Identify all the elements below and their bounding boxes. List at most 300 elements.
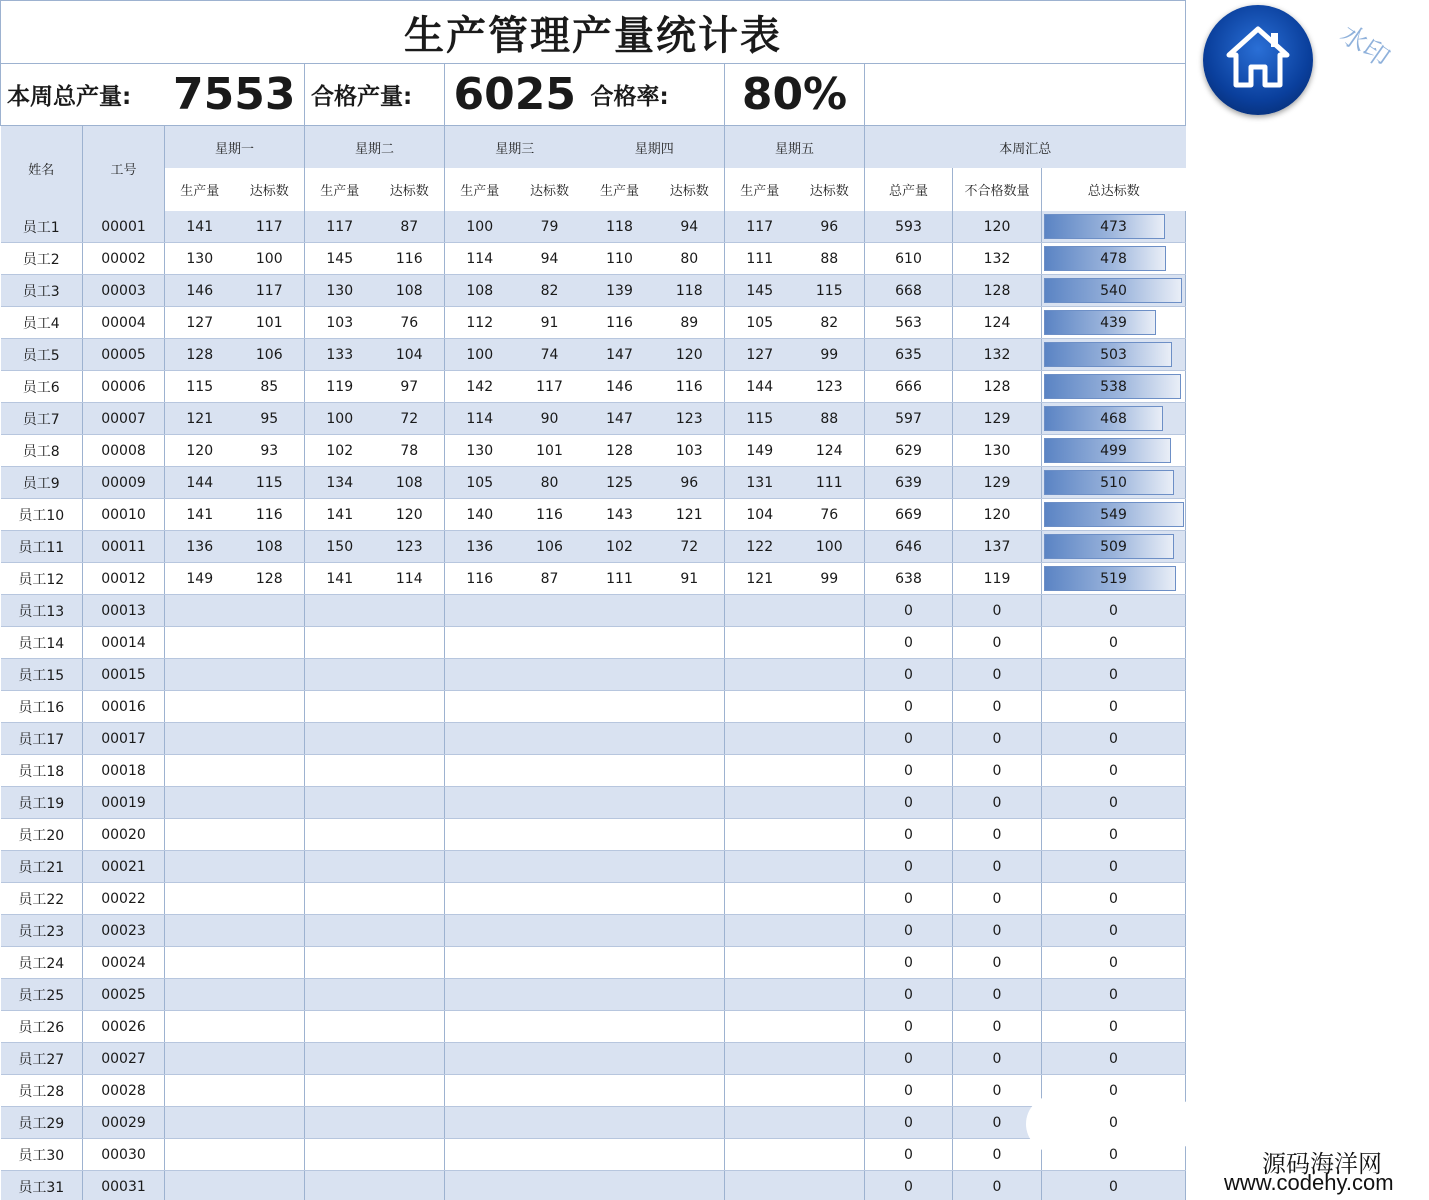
cell-production[interactable] (165, 883, 235, 915)
cell-production[interactable]: 149 (165, 563, 235, 595)
cell-production[interactable]: 122 (725, 531, 795, 563)
cell-unqualified[interactable]: 124 (953, 307, 1042, 339)
cell-qualified[interactable]: 104 (375, 339, 445, 371)
cell-name[interactable]: 员工22 (1, 883, 83, 915)
cell-qualified[interactable] (655, 723, 725, 755)
cell-production[interactable] (165, 851, 235, 883)
cell-total-qualified[interactable] (1042, 211, 1186, 243)
cell-production[interactable] (585, 595, 655, 627)
cell-qualified[interactable] (515, 819, 585, 851)
cell-qualified[interactable] (235, 1011, 305, 1043)
cell-id[interactable]: 00029 (83, 1107, 165, 1139)
cell-qualified[interactable] (515, 755, 585, 787)
cell-unqualified[interactable]: 0 (953, 979, 1042, 1011)
cell-name[interactable]: 员工26 (1, 1011, 83, 1043)
cell-name[interactable]: 员工1 (1, 211, 83, 243)
cell-production[interactable] (165, 691, 235, 723)
cell-production[interactable] (445, 883, 515, 915)
cell-qualified[interactable] (515, 947, 585, 979)
cell-qualified[interactable] (515, 1139, 585, 1171)
cell-production[interactable] (305, 915, 375, 947)
cell-qualified[interactable]: 95 (235, 403, 305, 435)
cell-unqualified[interactable]: 0 (953, 627, 1042, 659)
cell-production[interactable] (725, 691, 795, 723)
cell-total-qualified[interactable] (1042, 915, 1186, 947)
cell-id[interactable]: 00023 (83, 915, 165, 947)
cell-qualified[interactable] (375, 883, 445, 915)
cell-production[interactable] (585, 755, 655, 787)
cell-name[interactable]: 员工14 (1, 627, 83, 659)
cell-unqualified[interactable]: 137 (953, 531, 1042, 563)
cell-qualified[interactable] (375, 1171, 445, 1200)
cell-production[interactable] (725, 723, 795, 755)
cell-qualified[interactable] (515, 883, 585, 915)
cell-production[interactable]: 134 (305, 467, 375, 499)
cell-production[interactable]: 136 (165, 531, 235, 563)
cell-qualified[interactable] (515, 659, 585, 691)
cell-total-production[interactable]: 629 (865, 435, 953, 467)
cell-production[interactable] (585, 851, 655, 883)
cell-total-qualified[interactable] (1042, 531, 1186, 563)
cell-production[interactable] (305, 883, 375, 915)
cell-qualified[interactable] (235, 1043, 305, 1075)
cell-qualified[interactable] (655, 915, 725, 947)
cell-production[interactable]: 130 (445, 435, 515, 467)
cell-name[interactable]: 员工29 (1, 1107, 83, 1139)
cell-total-production[interactable]: 0 (865, 979, 953, 1011)
cell-id[interactable]: 00021 (83, 851, 165, 883)
cell-qualified[interactable]: 100 (235, 243, 305, 275)
cell-production[interactable] (585, 659, 655, 691)
cell-unqualified[interactable]: 0 (953, 851, 1042, 883)
cell-total-production[interactable]: 635 (865, 339, 953, 371)
cell-production[interactable] (585, 787, 655, 819)
cell-qualified[interactable]: 87 (515, 563, 585, 595)
cell-qualified[interactable] (795, 851, 865, 883)
cell-qualified[interactable] (795, 1011, 865, 1043)
cell-qualified[interactable]: 89 (655, 307, 725, 339)
cell-production[interactable] (445, 723, 515, 755)
cell-qualified[interactable] (235, 755, 305, 787)
cell-unqualified[interactable]: 0 (953, 1171, 1042, 1200)
cell-id[interactable]: 00028 (83, 1075, 165, 1107)
cell-production[interactable]: 100 (445, 211, 515, 243)
cell-production[interactable] (305, 979, 375, 1011)
cell-unqualified[interactable]: 0 (953, 819, 1042, 851)
cell-production[interactable] (725, 659, 795, 691)
cell-name[interactable]: 员工4 (1, 307, 83, 339)
cell-total-qualified[interactable] (1042, 403, 1186, 435)
cell-unqualified[interactable]: 129 (953, 467, 1042, 499)
cell-production[interactable]: 119 (305, 371, 375, 403)
cell-qualified[interactable] (235, 819, 305, 851)
cell-production[interactable] (165, 787, 235, 819)
cell-qualified[interactable]: 74 (515, 339, 585, 371)
cell-qualified[interactable] (235, 1075, 305, 1107)
cell-production[interactable] (165, 723, 235, 755)
cell-qualified[interactable] (795, 1043, 865, 1075)
cell-qualified[interactable]: 99 (795, 339, 865, 371)
cell-qualified[interactable] (655, 1075, 725, 1107)
cell-production[interactable] (725, 1043, 795, 1075)
cell-qualified[interactable] (515, 1011, 585, 1043)
cell-qualified[interactable]: 115 (795, 275, 865, 307)
cell-name[interactable]: 员工17 (1, 723, 83, 755)
cell-qualified[interactable] (375, 851, 445, 883)
cell-qualified[interactable] (655, 1107, 725, 1139)
cell-qualified[interactable] (515, 851, 585, 883)
cell-qualified[interactable]: 103 (655, 435, 725, 467)
cell-production[interactable] (165, 1011, 235, 1043)
cell-qualified[interactable] (655, 851, 725, 883)
cell-total-qualified[interactable] (1042, 1011, 1186, 1043)
cell-production[interactable] (305, 1075, 375, 1107)
cell-qualified[interactable]: 117 (235, 211, 305, 243)
cell-production[interactable]: 130 (165, 243, 235, 275)
cell-production[interactable] (445, 1107, 515, 1139)
cell-id[interactable]: 00011 (83, 531, 165, 563)
cell-production[interactable] (165, 755, 235, 787)
cell-production[interactable] (445, 819, 515, 851)
cell-production[interactable] (445, 947, 515, 979)
cell-qualified[interactable] (375, 1043, 445, 1075)
cell-production[interactable] (165, 915, 235, 947)
cell-qualified[interactable] (795, 595, 865, 627)
cell-id[interactable]: 00026 (83, 1011, 165, 1043)
cell-name[interactable]: 员工27 (1, 1043, 83, 1075)
cell-total-production[interactable]: 597 (865, 403, 953, 435)
cell-unqualified[interactable]: 0 (953, 691, 1042, 723)
cell-id[interactable]: 00007 (83, 403, 165, 435)
cell-total-production[interactable]: 646 (865, 531, 953, 563)
cell-qualified[interactable] (655, 1011, 725, 1043)
cell-name[interactable]: 员工9 (1, 467, 83, 499)
cell-production[interactable] (305, 595, 375, 627)
cell-production[interactable] (585, 819, 655, 851)
cell-production[interactable]: 121 (165, 403, 235, 435)
cell-unqualified[interactable]: 0 (953, 1107, 1042, 1139)
cell-production[interactable] (725, 915, 795, 947)
cell-unqualified[interactable]: 120 (953, 211, 1042, 243)
cell-qualified[interactable]: 116 (655, 371, 725, 403)
cell-production[interactable] (445, 595, 515, 627)
cell-qualified[interactable]: 121 (655, 499, 725, 531)
cell-name[interactable]: 员工19 (1, 787, 83, 819)
cell-production[interactable] (305, 1043, 375, 1075)
cell-qualified[interactable] (795, 947, 865, 979)
cell-qualified[interactable] (515, 979, 585, 1011)
cell-unqualified[interactable]: 0 (953, 1075, 1042, 1107)
cell-production[interactable] (305, 755, 375, 787)
cell-qualified[interactable] (795, 627, 865, 659)
cell-production[interactable] (725, 851, 795, 883)
cell-production[interactable]: 100 (305, 403, 375, 435)
cell-production[interactable] (305, 787, 375, 819)
cell-production[interactable] (165, 979, 235, 1011)
cell-unqualified[interactable]: 119 (953, 563, 1042, 595)
cell-production[interactable]: 111 (585, 563, 655, 595)
cell-production[interactable]: 141 (305, 499, 375, 531)
cell-total-production[interactable]: 0 (865, 1139, 953, 1171)
cell-total-production[interactable]: 0 (865, 1171, 953, 1200)
cell-production[interactable]: 105 (445, 467, 515, 499)
cell-production[interactable] (165, 1043, 235, 1075)
cell-total-qualified[interactable] (1042, 371, 1186, 403)
cell-qualified[interactable] (655, 595, 725, 627)
cell-unqualified[interactable]: 130 (953, 435, 1042, 467)
cell-id[interactable]: 00014 (83, 627, 165, 659)
cell-qualified[interactable] (235, 1107, 305, 1139)
cell-name[interactable]: 员工25 (1, 979, 83, 1011)
cell-production[interactable] (165, 947, 235, 979)
cell-production[interactable] (725, 1075, 795, 1107)
cell-unqualified[interactable]: 0 (953, 1139, 1042, 1171)
cell-unqualified[interactable]: 128 (953, 371, 1042, 403)
cell-qualified[interactable] (375, 1139, 445, 1171)
cell-production[interactable] (165, 1075, 235, 1107)
cell-production[interactable] (585, 723, 655, 755)
cell-unqualified[interactable]: 0 (953, 659, 1042, 691)
cell-qualified[interactable] (655, 883, 725, 915)
cell-name[interactable]: 员工6 (1, 371, 83, 403)
cell-qualified[interactable]: 108 (235, 531, 305, 563)
cell-qualified[interactable] (235, 915, 305, 947)
cell-total-production[interactable]: 0 (865, 595, 953, 627)
cell-qualified[interactable]: 88 (795, 403, 865, 435)
cell-total-production[interactable]: 668 (865, 275, 953, 307)
cell-production[interactable] (445, 755, 515, 787)
cell-qualified[interactable] (375, 1011, 445, 1043)
home-button[interactable] (1203, 5, 1313, 115)
cell-production[interactable]: 116 (585, 307, 655, 339)
cell-total-production[interactable]: 638 (865, 563, 953, 595)
cell-name[interactable]: 员工23 (1, 915, 83, 947)
cell-production[interactable] (445, 691, 515, 723)
cell-total-production[interactable]: 0 (865, 1011, 953, 1043)
cell-production[interactable] (305, 723, 375, 755)
cell-unqualified[interactable]: 0 (953, 947, 1042, 979)
cell-production[interactable]: 117 (725, 211, 795, 243)
cell-name[interactable]: 员工21 (1, 851, 83, 883)
cell-name[interactable]: 员工7 (1, 403, 83, 435)
cell-qualified[interactable]: 115 (235, 467, 305, 499)
cell-production[interactable] (445, 787, 515, 819)
cell-qualified[interactable] (235, 691, 305, 723)
cell-production[interactable]: 147 (585, 403, 655, 435)
cell-total-qualified[interactable] (1042, 627, 1186, 659)
cell-production[interactable] (585, 883, 655, 915)
cell-qualified[interactable]: 80 (515, 467, 585, 499)
cell-total-production[interactable]: 0 (865, 1075, 953, 1107)
cell-production[interactable] (585, 979, 655, 1011)
cell-production[interactable]: 111 (725, 243, 795, 275)
cell-production[interactable]: 146 (165, 275, 235, 307)
cell-production[interactable] (725, 1107, 795, 1139)
cell-id[interactable]: 00010 (83, 499, 165, 531)
cell-name[interactable]: 员工10 (1, 499, 83, 531)
cell-name[interactable]: 员工13 (1, 595, 83, 627)
cell-unqualified[interactable]: 132 (953, 243, 1042, 275)
cell-production[interactable]: 131 (725, 467, 795, 499)
cell-unqualified[interactable]: 0 (953, 1011, 1042, 1043)
cell-production[interactable] (585, 627, 655, 659)
cell-production[interactable] (445, 1139, 515, 1171)
cell-qualified[interactable]: 93 (235, 435, 305, 467)
cell-production[interactable]: 114 (445, 403, 515, 435)
cell-qualified[interactable] (235, 1171, 305, 1200)
cell-total-qualified[interactable] (1042, 499, 1186, 531)
cell-production[interactable]: 100 (445, 339, 515, 371)
cell-id[interactable]: 00024 (83, 947, 165, 979)
cell-production[interactable] (725, 627, 795, 659)
cell-total-qualified[interactable] (1042, 1043, 1186, 1075)
cell-qualified[interactable]: 90 (515, 403, 585, 435)
cell-name[interactable]: 员工2 (1, 243, 83, 275)
cell-qualified[interactable]: 100 (795, 531, 865, 563)
cell-qualified[interactable]: 91 (655, 563, 725, 595)
cell-production[interactable] (165, 1107, 235, 1139)
cell-production[interactable] (305, 1011, 375, 1043)
cell-qualified[interactable] (795, 755, 865, 787)
cell-name[interactable]: 员工31 (1, 1171, 83, 1200)
cell-name[interactable]: 员工3 (1, 275, 83, 307)
cell-production[interactable] (165, 819, 235, 851)
cell-qualified[interactable]: 120 (655, 339, 725, 371)
cell-production[interactable]: 102 (585, 531, 655, 563)
cell-name[interactable]: 员工12 (1, 563, 83, 595)
cell-total-production[interactable]: 610 (865, 243, 953, 275)
cell-production[interactable] (725, 787, 795, 819)
cell-total-qualified[interactable] (1042, 1171, 1186, 1200)
cell-id[interactable]: 00012 (83, 563, 165, 595)
cell-id[interactable]: 00005 (83, 339, 165, 371)
cell-qualified[interactable]: 82 (795, 307, 865, 339)
cell-total-production[interactable]: 0 (865, 659, 953, 691)
cell-production[interactable]: 133 (305, 339, 375, 371)
cell-production[interactable]: 128 (165, 339, 235, 371)
cell-total-qualified[interactable] (1042, 755, 1186, 787)
cell-production[interactable]: 145 (725, 275, 795, 307)
cell-production[interactable]: 110 (585, 243, 655, 275)
cell-qualified[interactable]: 97 (375, 371, 445, 403)
cell-production[interactable]: 112 (445, 307, 515, 339)
cell-qualified[interactable]: 101 (515, 435, 585, 467)
cell-unqualified[interactable]: 0 (953, 1043, 1042, 1075)
cell-qualified[interactable] (375, 659, 445, 691)
cell-production[interactable]: 127 (165, 307, 235, 339)
cell-production[interactable] (305, 691, 375, 723)
cell-total-production[interactable]: 0 (865, 755, 953, 787)
cell-qualified[interactable] (515, 1107, 585, 1139)
cell-production[interactable]: 149 (725, 435, 795, 467)
cell-production[interactable]: 146 (585, 371, 655, 403)
cell-qualified[interactable]: 123 (655, 403, 725, 435)
cell-qualified[interactable] (795, 819, 865, 851)
cell-qualified[interactable] (235, 723, 305, 755)
cell-qualified[interactable] (235, 1139, 305, 1171)
cell-production[interactable]: 141 (165, 211, 235, 243)
cell-name[interactable]: 员工24 (1, 947, 83, 979)
cell-qualified[interactable] (795, 723, 865, 755)
cell-id[interactable]: 00004 (83, 307, 165, 339)
cell-total-production[interactable]: 593 (865, 211, 953, 243)
cell-unqualified[interactable]: 0 (953, 787, 1042, 819)
cell-production[interactable] (165, 1171, 235, 1200)
cell-production[interactable] (445, 1171, 515, 1200)
cell-production[interactable] (725, 883, 795, 915)
cell-qualified[interactable] (235, 627, 305, 659)
cell-qualified[interactable] (795, 915, 865, 947)
cell-id[interactable]: 00030 (83, 1139, 165, 1171)
cell-id[interactable]: 00013 (83, 595, 165, 627)
cell-total-qualified[interactable] (1042, 979, 1186, 1011)
cell-qualified[interactable] (795, 1075, 865, 1107)
cell-production[interactable] (725, 947, 795, 979)
cell-production[interactable] (165, 627, 235, 659)
cell-qualified[interactable] (375, 755, 445, 787)
cell-qualified[interactable]: 117 (235, 275, 305, 307)
cell-qualified[interactable]: 116 (375, 243, 445, 275)
cell-production[interactable] (305, 1171, 375, 1200)
cell-total-qualified[interactable] (1042, 563, 1186, 595)
cell-total-qualified[interactable] (1042, 307, 1186, 339)
cell-total-qualified[interactable] (1042, 883, 1186, 915)
cell-total-qualified[interactable] (1042, 243, 1186, 275)
cell-production[interactable] (445, 627, 515, 659)
cell-qualified[interactable] (655, 1043, 725, 1075)
cell-qualified[interactable] (235, 595, 305, 627)
cell-qualified[interactable] (795, 979, 865, 1011)
cell-production[interactable] (445, 659, 515, 691)
cell-qualified[interactable]: 80 (655, 243, 725, 275)
cell-production[interactable]: 144 (165, 467, 235, 499)
cell-production[interactable] (585, 1171, 655, 1200)
cell-production[interactable] (305, 947, 375, 979)
cell-production[interactable] (445, 851, 515, 883)
cell-production[interactable] (725, 1139, 795, 1171)
cell-qualified[interactable] (655, 1171, 725, 1200)
cell-production[interactable]: 103 (305, 307, 375, 339)
cell-qualified[interactable] (375, 787, 445, 819)
cell-qualified[interactable]: 114 (375, 563, 445, 595)
cell-qualified[interactable] (235, 979, 305, 1011)
cell-qualified[interactable]: 117 (515, 371, 585, 403)
cell-production[interactable] (305, 1107, 375, 1139)
cell-id[interactable]: 00008 (83, 435, 165, 467)
cell-name[interactable]: 员工16 (1, 691, 83, 723)
cell-total-qualified[interactable] (1042, 435, 1186, 467)
cell-total-qualified[interactable] (1042, 851, 1186, 883)
cell-production[interactable]: 116 (445, 563, 515, 595)
cell-total-production[interactable]: 0 (865, 851, 953, 883)
cell-total-production[interactable]: 0 (865, 787, 953, 819)
cell-qualified[interactable] (375, 1107, 445, 1139)
cell-id[interactable]: 00018 (83, 755, 165, 787)
cell-total-qualified[interactable] (1042, 659, 1186, 691)
cell-production[interactable] (585, 1075, 655, 1107)
cell-production[interactable] (305, 819, 375, 851)
cell-production[interactable] (305, 851, 375, 883)
cell-name[interactable]: 员工15 (1, 659, 83, 691)
cell-qualified[interactable] (515, 915, 585, 947)
cell-total-production[interactable]: 0 (865, 691, 953, 723)
cell-unqualified[interactable]: 129 (953, 403, 1042, 435)
cell-total-production[interactable]: 0 (865, 947, 953, 979)
cell-production[interactable] (585, 1139, 655, 1171)
cell-id[interactable]: 00001 (83, 211, 165, 243)
cell-id[interactable]: 00003 (83, 275, 165, 307)
cell-qualified[interactable] (795, 1139, 865, 1171)
